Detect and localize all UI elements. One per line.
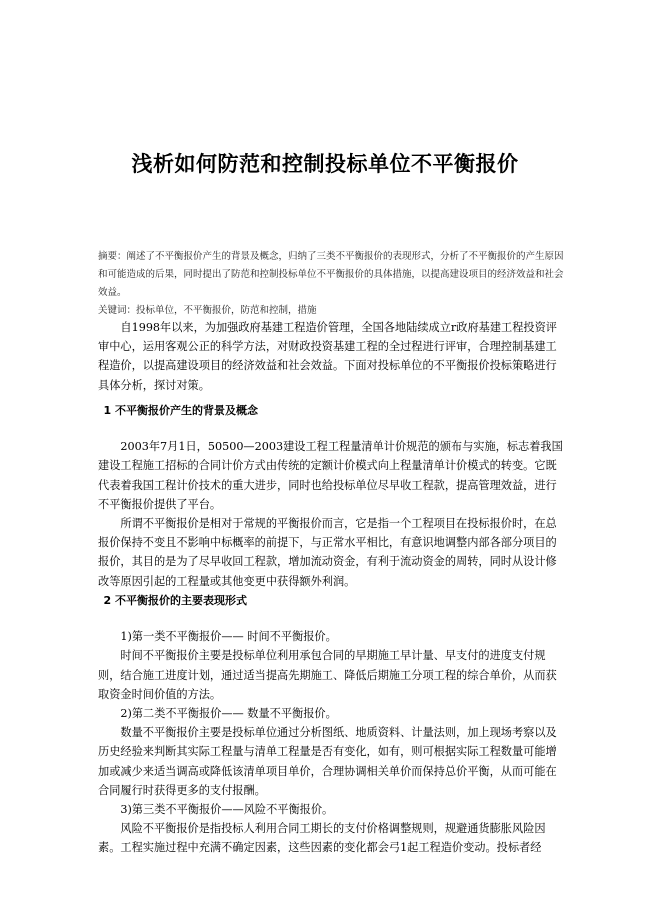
document-title: 浅析如何防范和控制投标单位不平衡报价 (131, 152, 519, 176)
keywords-text: 关键词：投标单位，不平衡报价，防范和控制，措施 (98, 305, 317, 316)
section1-heading: 1 不平衡报价产生的背景及概念 (103, 404, 258, 417)
section1-block (98, 401, 566, 591)
section2-block (98, 591, 566, 858)
type2-paragraph: 数量不平衡报价主要是投标单位通过分析图纸、地质资料、计量法则，加上现场考察以及历史经验来判断其实际工程量与清单工程量是否有变化，如有，则可根据实际工程数量可能增加或减少来适当调高或降低该清单项目单价，合理协调相关单价而保持总价平衡，从而可能在合同履行时获得更多的支付报酬。 (98, 726, 557, 797)
type1-paragraph: 时间不平衡报价主要是投标单位利用承包合同的早期施工早计量、早支付的进度支付规则，结合施工进度计划，通过适当提高先期施工、降低后期施工分项工程的综合单价，从而获取资金时间价值的方法。 (98, 649, 557, 701)
intro-paragraph: 自1998年以来，为加强政府基建工程造价管理，全国各地陆续成立r政府基建工程投资评审中心，运用客观公正的科学方法，对财政投资基建工程的全过程进行评审，合理控制基建工程造价，以提高建设项目的经济效益和社会效益。下面对投标单位的不平衡报价投标策略进行具体分析，探讨对策。 (98, 321, 557, 392)
type2-title: 2)第二类不平衡报价—— 数量不平衡报价。 (120, 707, 337, 721)
section1-paragraph-2: 所谓不平衡报价是相对于常规的平衡报价而言，它是指一个工程项目在投标报价时，在总报价保持不变且不影响中标概率的前提下，与正常水平相比，有意识地调整内部各部分项目的报价，其目的是为了尽早收回工程款，增加流动资金，有利于流动资金的周转，同时从设计修改等原因引起的工程量或其他变更中获得额外利润。 (98, 517, 557, 588)
abstract-text: 摘要：阐述了不平衡报价产生的背景及概念，归纳了三类不平衡报价的表现形式，分析了不平衡报价的产生原因和可能造成的后果，同时提出了防范和控制投标单位不平衡报价的具体措施，以提高建设项目的经济效益和社会效益。 (98, 251, 564, 298)
type1-title: 1)第一类不平衡报价—— 时间不平衡报价。 (120, 630, 337, 644)
section1-paragraph-1: 2003年7月1日，50500—2003建设工程工程量清单计价规范的颁布与实施，标志着我国建设工程施工招标的合同计价方式由传统的定额计价模式向上程量清单计价模式的转变。它既代表着我国工程计价技术的重大进步，同时也给投标单位尽早收工程款，提高管理效益，进行不平衡报价提供了平台。 (98, 440, 563, 511)
section2-heading: 2 不平衡报价的主要表现形式 (103, 594, 247, 607)
intro-block (98, 318, 566, 395)
type3-paragraph: 风险不平衡报价是指投标人利用合同工期长的支付价格调整规则，规避通货膨胀风险因素。工程实施过程中充满不确定因素，这些因素的变化都会弓1起工程造价变动。投标者经 (98, 822, 546, 855)
abstract-block (98, 248, 568, 320)
type3-title: 3)第三类不平衡报价——风险不平衡报价。 (120, 803, 334, 817)
